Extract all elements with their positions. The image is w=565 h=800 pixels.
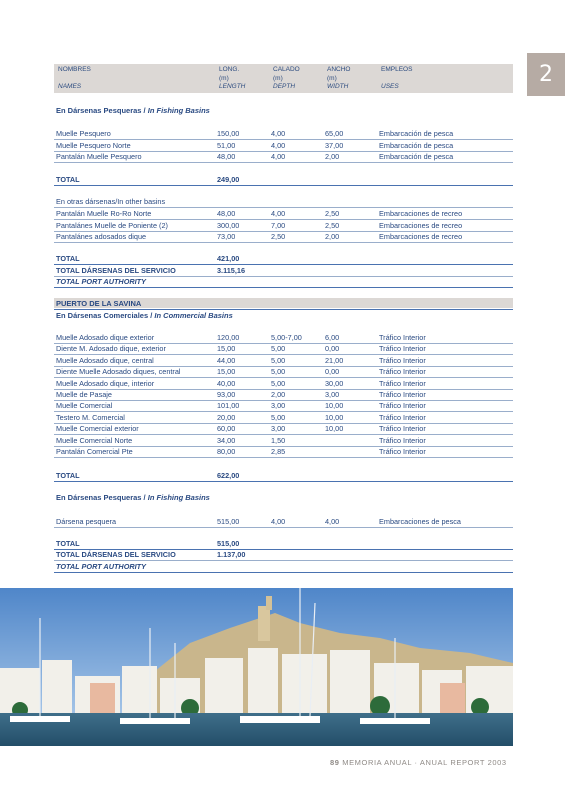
section-title-fishing-savina: En Dársenas Pesqueras / In Fishing Basins: [56, 493, 210, 502]
section-title-other: En otras dársenas/In other basins: [56, 197, 166, 206]
service-total-en: TOTAL PORT AUTHORITY: [56, 277, 146, 286]
table-row: Muelle Adosado dique exterior 120,00 5,00-7,00 6,00 Tráfico Interior: [56, 333, 426, 342]
table-row: Pantalán Muelle Ro-Ro Norte 48,00 4,00 2,50 Embarcaciones de recreo: [56, 209, 463, 218]
savina-title: PUERTO DE LA SAVINA: [56, 299, 142, 308]
total-divider: [54, 287, 513, 288]
footer-text: MEMORIA ANUAL · ANUAL REPORT 2003: [342, 758, 507, 767]
table-row: Muelle Comercial Norte 34,00 1,50 Tráfico Interior: [56, 436, 426, 445]
table-row: Diente Muelle Adosado diques, central 15,00 5,00 0,00 Tráfico Interior: [56, 367, 426, 376]
header-names: NOMBRES NAMES: [58, 66, 91, 90]
section-title-commercial: En Dársenas Comerciales / In Commercial Basins: [56, 311, 233, 320]
table-row: Pantalán Muelle Pesquero 48,00 4,00 2,00 Embarcación de pesca: [56, 152, 454, 161]
harbour-photo: [0, 588, 513, 746]
header-length: LONG. (m) LENGTH: [219, 66, 246, 90]
row-divider: [54, 457, 513, 458]
table-header: [54, 64, 513, 93]
service-total-en: TOTAL PORT AUTHORITY: [56, 562, 146, 571]
header-width: ANCHO (m) WIDTH: [327, 66, 351, 90]
harbour-illustration: [0, 588, 513, 746]
table-row: Muelle Pesquero 150,00 4,00 65,00 Embarcación de pesca: [56, 129, 454, 138]
table-row: Muelle Comercial exterior 60,00 3,00 10,00 Tráfico Interior: [56, 424, 426, 433]
table-row: Diente M. Adosado dique, exterior 15,00 5,00 0,00 Tráfico Interior: [56, 344, 426, 353]
chapter-number: 2: [539, 62, 553, 87]
table-row: Muelle Adosado dique, central 44,00 5,00 21,00 Tráfico Interior: [56, 356, 426, 365]
row-divider: [54, 527, 513, 528]
total-divider: [54, 572, 513, 573]
page-number: 89: [330, 758, 340, 767]
table-row: Muelle de Pasaje 93,00 2,00 3,00 Tráfico Interior: [56, 390, 426, 399]
table-row: Dársena pesquera 515,00 4,00 4,00 Embarcaciones de pesca: [56, 517, 461, 526]
total-divider: [54, 185, 513, 186]
row-divider: [54, 242, 513, 243]
total-divider: [54, 481, 513, 482]
total-row: TOTAL 515,00: [56, 539, 240, 548]
service-total-row: TOTAL DÁRSENAS DEL SERVICIO 3.115,16: [56, 266, 246, 275]
row-divider: [54, 162, 513, 163]
table-row: Muelle Comercial 101,00 3,00 10,00 Tráfico Interior: [56, 401, 426, 410]
section-title-fishing: En Dársenas Pesqueras / In Fishing Basins: [56, 106, 210, 115]
page-footer: [330, 758, 507, 767]
chapter-tab: [527, 53, 565, 96]
table-row: Muelle Adosado dique, interior 40,00 5,00 30,00 Tráfico Interior: [56, 379, 426, 388]
table-row: Testero M. Comercial 20,00 5,00 10,00 Tráfico Interior: [56, 413, 426, 422]
total-row: TOTAL 249,00: [56, 175, 240, 184]
total-divider: [54, 309, 513, 310]
service-total-row: TOTAL DÁRSENAS DEL SERVICIO 1.137,00: [56, 550, 246, 559]
table-row: Pantalánes adosados dique 73,00 2,50 2,00 Embarcaciones de recreo: [56, 232, 463, 241]
table-row: Pantalánes Muelle de Poniente (2) 300,00 7,00 2,50 Embarcaciones de recreo: [56, 221, 463, 230]
header-uses: EMPLEOS USES: [381, 66, 413, 90]
total-row: TOTAL 622,00: [56, 471, 240, 480]
total-row: TOTAL 421,00: [56, 254, 240, 263]
header-depth: CALADO (m) DEPTH: [273, 66, 300, 90]
table-row: Muelle Pesquero Norte 51,00 4,00 37,00 Embarcación de pesca: [56, 141, 454, 150]
table-row: Pantalán Comercial Pte 80,00 2,85 Tráfico Interior: [56, 447, 426, 456]
